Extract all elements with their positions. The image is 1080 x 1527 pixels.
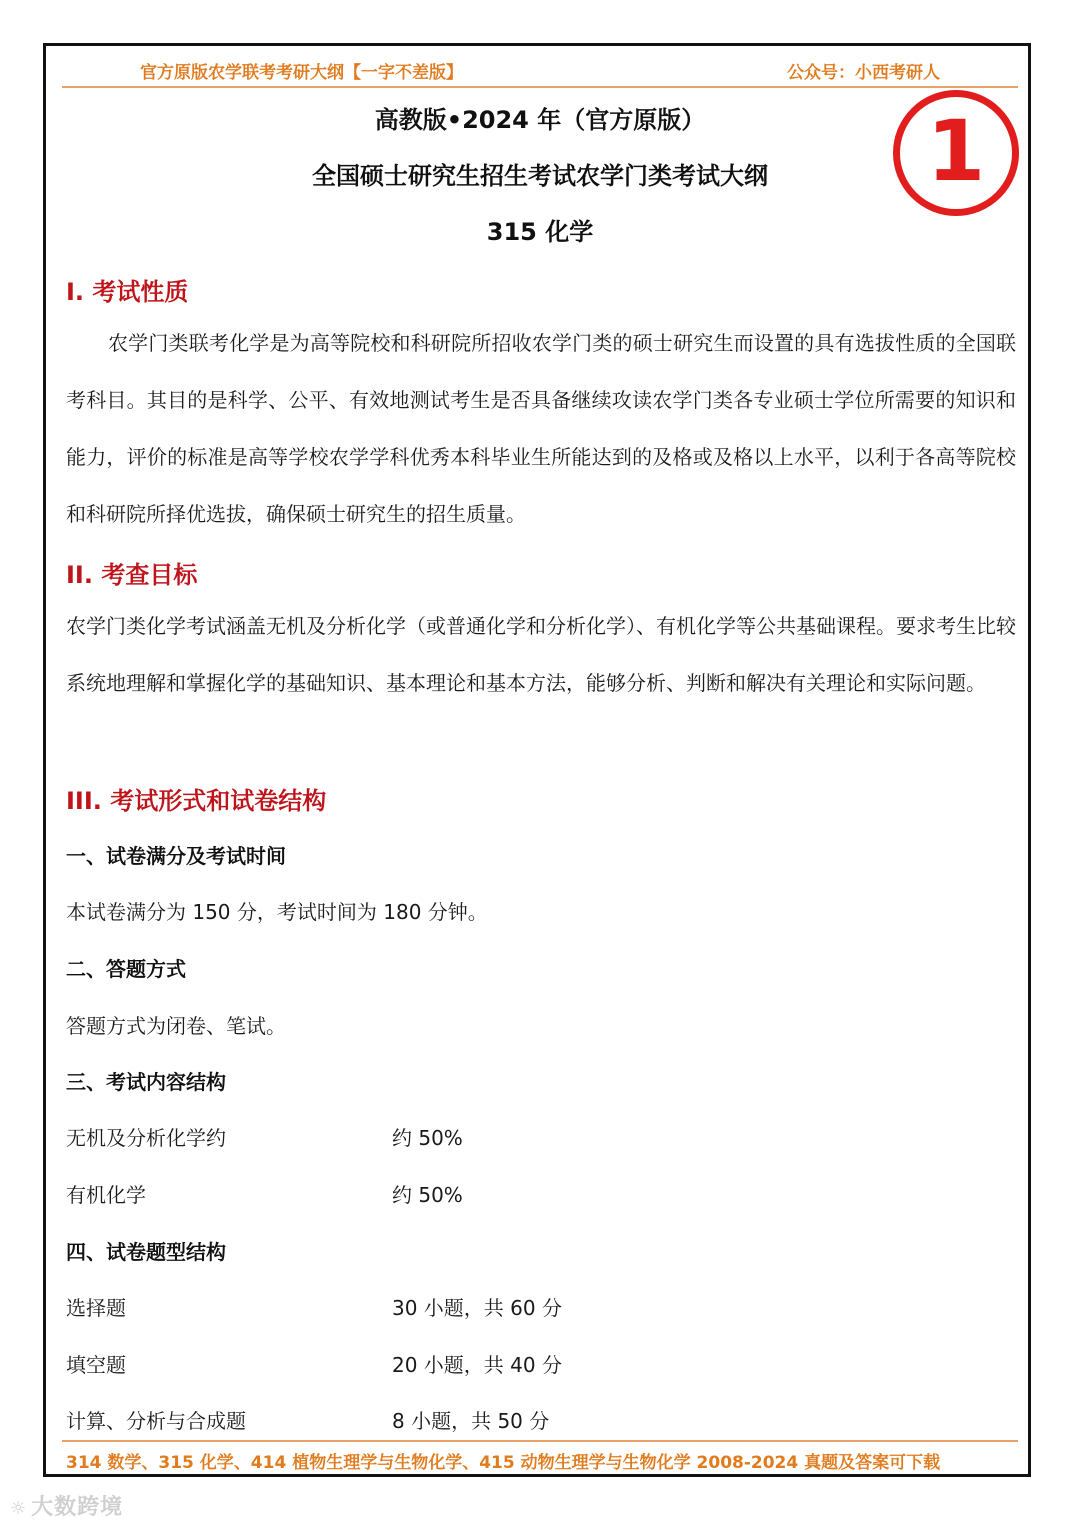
title-line-1: 高教版•2024 年（官方原版） — [374, 106, 706, 134]
footer-text: 314 数学、315 化学、414 植物生理学与生物化学、415 动物生理学与生物化学 2008-2024 真题及答案可下载 — [66, 1453, 941, 1473]
page-header — [62, 56, 1018, 88]
section-1-body: 农学门类联考化学是为高等院校和科研院所招收农学门类的硕士研究生而设置的具有选拔性质的全国联考科目。其目的是科学、公平、有效地测试考生是否具备继续攻读农学门类各专业硕士学位所需要的知识和能力，评价的标准是高等学校农学学科优秀本科毕业生所能达到的及格或及格以上水平，以利于各高等院校和科研院所择优选拔，确保硕士研究生的招生质量。 — [66, 331, 1016, 526]
section-2-heading: II. 考查目标 — [66, 561, 198, 589]
subsection-3-heading: 三、考试内容结构 — [66, 1070, 226, 1094]
content-row-name: 无机及分析化学约 — [66, 1126, 226, 1150]
section-3-heading: III. 考试形式和试卷结构 — [66, 787, 327, 815]
watermark-text: 大数跨境 — [31, 1495, 124, 1520]
section-1-heading: I. 考试性质 — [66, 278, 189, 306]
question-type-row-value: 20 小题，共 40 分 — [392, 1353, 562, 1377]
subsection-4-heading: 四、试卷题型结构 — [66, 1240, 226, 1264]
subsection-1-heading: 一、试卷满分及考试时间 — [66, 844, 286, 868]
question-type-row-name: 选择题 — [66, 1296, 126, 1320]
title-line-2: 全国硕士研究生招生考试农学门类考试大纲 — [312, 162, 768, 190]
title-line-3: 315 化学 — [486, 218, 594, 246]
subsection-2-heading: 二、答题方式 — [66, 957, 186, 981]
subsection-1-text: 本试卷满分为 150 分，考试时间为 180 分钟。 — [66, 900, 488, 924]
section-2-body: 农学门类化学考试涵盖无机及分析化学（或普通化学和分析化学）、有机化学等公共基础课程。要求考生比较系统地理解和掌握化学的基础知识、基本理论和基本方法，能够分析、判断和解决有关理论和实际问题。 — [66, 614, 1016, 695]
page-footer — [62, 1440, 1018, 1474]
content-row-value: 约 50% — [392, 1183, 463, 1207]
watermark — [10, 1490, 123, 1521]
question-type-row-name: 填空题 — [66, 1353, 126, 1377]
header-right-text: 公众号：小西考研人 — [787, 63, 940, 83]
question-type-row-value: 8 小题，共 50 分 — [392, 1409, 550, 1433]
header-left-text: 官方原版农学联考考研大纲【一字不差版】 — [140, 63, 463, 83]
content-row-value: 约 50% — [392, 1126, 463, 1150]
subsection-2-text: 答题方式为闭卷、笔试。 — [66, 1014, 286, 1038]
question-type-row-name: 计算、分析与合成题 — [66, 1409, 246, 1433]
content-row-name: 有机化学 — [66, 1183, 146, 1207]
circled-number-badge: 1 — [893, 90, 1019, 216]
question-type-row-value: 30 小题，共 60 分 — [392, 1296, 562, 1320]
watermark-logo-icon: ☼ — [10, 1498, 28, 1519]
